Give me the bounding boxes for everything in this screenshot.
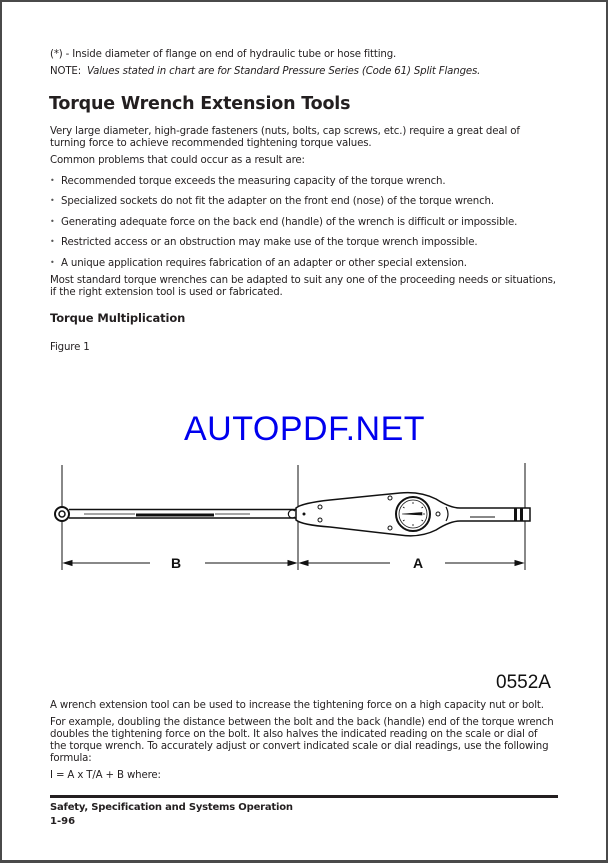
problems-intro: Common problems that could occur as a result are: [50,155,305,166]
intro-line-1: Very large diameter, high-grade fasteners (nuts, bolts, cap screws, etc.) require a great deal of [50,126,520,137]
dimension-label-a: A [413,555,424,571]
bullet-text: Generating adequate force on the back end (handle) of the wrench is difficult or impossible. [61,217,518,228]
paragraph-extension-tool: A wrench extension tool can be used to increase the tightening force on a high capacity nut or bolt. [50,700,544,711]
dimension-label-b: B [171,555,182,571]
closing-line-1: Most standard torque wrenches can be adapted to suit any one of the proceeding needs or situations, [50,275,556,286]
bullet-item [50,175,445,188]
bullet-item [50,236,477,249]
bullet-icon: • [50,196,55,205]
bullet-text: Specialized sockets do not fit the adapter on the front end (nose) of the torque wrench. [61,196,494,207]
paragraph-example-line-2: doubles the tightening force on the bolt. It also halves the indicated reading on the scale or dial of [50,729,538,740]
bullet-icon: • [50,176,55,185]
footnote-text: (*) - Inside diameter of flange on end of hydraulic tube or hose fitting. [50,49,397,60]
note-line [50,66,480,78]
subsection-heading: Torque Multiplication [50,311,186,325]
footer-divider [50,795,558,798]
note-label: NOTE: [50,66,81,77]
figure-caption: Figure 1 [50,342,90,353]
bullet-text: A unique application requires fabrication of an adapter or other special extension. [61,258,467,269]
bullet-icon: • [50,258,55,267]
bullet-icon: • [50,217,55,226]
intro-line-2: turning force to achieve recommended tightening torque values. [50,138,372,149]
torque-wrench-figure [40,455,580,590]
page-number: 1-96 [50,816,76,827]
note-text: Values stated in chart are for Standard Pressure Series (Code 61) Split Flanges. [86,66,481,77]
section-heading: Torque Wrench Extension Tools [49,94,351,114]
formula-text: I = A x T/A + B where: [50,770,161,781]
bullet-text: Restricted access or an obstruction may make use of the torque wrench impossible. [61,237,478,248]
paragraph-example-line-3: the torque wrench. To accurately adjust or convert indicated scale or dial readings, use the following [50,741,549,752]
bullet-icon: • [50,237,55,246]
watermark-text: AUTOPDF.NET [184,410,426,448]
bullet-item [50,216,517,229]
bullet-text: Recommended torque exceeds the measuring capacity of the torque wrench. [61,176,446,187]
bullet-item [50,257,467,270]
figure-code: 0552A [496,672,551,693]
footer-title: Safety, Specification and Systems Operation [50,802,293,813]
torque-wrench-illustration-icon [40,455,580,590]
paragraph-example-line-4: formula: [50,753,92,764]
paragraph-example-line-1: For example, doubling the distance between the bolt and the back (handle) end of the torque wrench [50,717,554,728]
closing-line-2: if the right extension tool is used or fabricated. [50,287,283,298]
bullet-item [50,195,494,208]
